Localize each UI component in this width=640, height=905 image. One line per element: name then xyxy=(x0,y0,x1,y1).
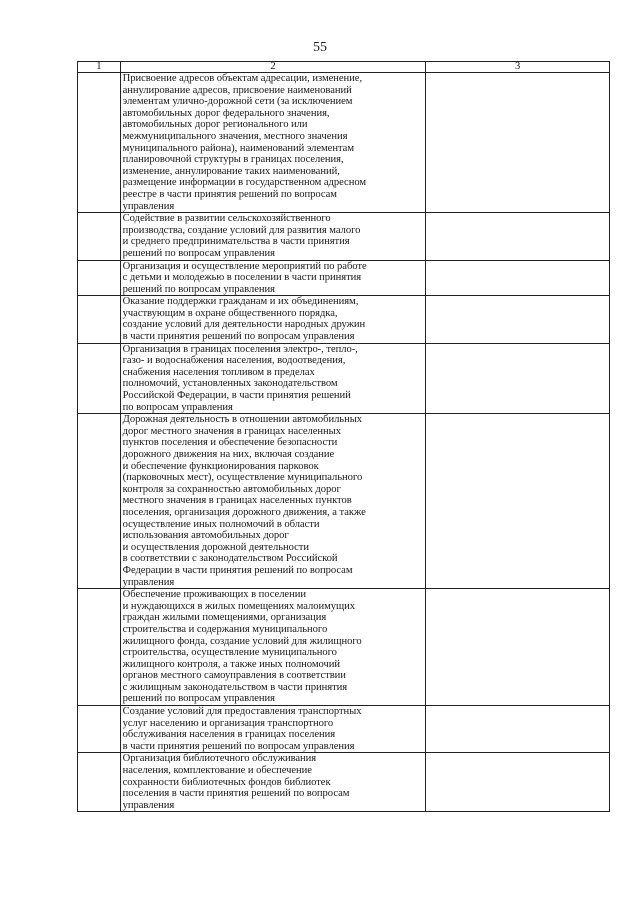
table-cell-notes xyxy=(426,414,610,589)
table-cell-number xyxy=(78,213,121,260)
table-row xyxy=(78,706,610,753)
column-header-1: 1 xyxy=(78,62,121,73)
table-cell-number xyxy=(78,753,121,812)
table-cell-authority-description: Организация в границах поселения электро-, тепло-, газо- и водоснабжения населения, водоотведения, снабжения населения топливом в пределах полномочий, установленных законодательством Российской Федерации, в части принятия решений по вопросам управления xyxy=(120,343,426,414)
table-cell-number xyxy=(78,260,121,296)
table-cell-notes xyxy=(426,706,610,753)
table-row xyxy=(78,260,610,296)
table-cell-notes xyxy=(426,296,610,343)
table-cell-notes xyxy=(426,213,610,260)
table-row xyxy=(78,753,610,812)
table-cell-notes xyxy=(426,343,610,414)
column-header-2: 2 xyxy=(120,62,426,73)
table-row xyxy=(78,73,610,213)
table-cell-notes xyxy=(426,73,610,213)
table-cell-authority-description: Присвоение адресов объектам адресации, изменение, аннулирование адресов, присвоение наименований элементам улично-дорожной сети (за исключением автомобильных дорог федерального значения, автомобильных дорог регионального или межмуниципального значения, местного значения муниципального района), наименований элементам планировочной структуры в границах поселения, изменение, аннулирование таких наименований, размещение информации в государственном адресном реестре в части принятия решений по вопросам управления xyxy=(120,73,426,213)
table-cell-number xyxy=(78,73,121,213)
table-cell-authority-description: Содействие в развитии сельскохозяйственного производства, создание условий для развития малого и среднего предпринимательства в части принятия решений по вопросам управления xyxy=(120,213,426,260)
table-cell-number xyxy=(78,343,121,414)
table-cell-number xyxy=(78,296,121,343)
table-row xyxy=(78,213,610,260)
table-cell-authority-description: Обеспечение проживающих в поселении и нуждающихся в жилых помещениях малоимущих граждан жилыми помещениями, организация строительства и содержания муниципального жилищного фонда, создание условий для жилищного строительства, осуществление муниципального жилищного контроля, а также иных полномочий органов местного самоуправления в соответствии с жилищным законодательством в части принятия решений по вопросам управления xyxy=(120,589,426,706)
table-header-row xyxy=(78,62,610,73)
table-cell-notes xyxy=(426,260,610,296)
table-row xyxy=(78,343,610,414)
table-row xyxy=(78,414,610,589)
table-cell-authority-description: Оказание поддержки гражданам и их объединениям, участвующим в охране общественного порядка, создание условий для деятельности народных дружин в части принятия решений по вопросам управления xyxy=(120,296,426,343)
table-cell-authority-description: Дорожная деятельность в отношении автомобильных дорог местного значения в границах населенных пунктов поселения и обеспечение безопасности дорожного движения на них, включая создание и обеспечение функционирования парковок (парковочных мест), осуществление муниципального контроля за сохранностью автомобильных дорог местного значения в границах населенных пунктов поселения, организация дорожного движения, а также осуществление иных полномочий в области использования автомобильных дорог и осуществления дорожной деятельности в соответствии с законодательством Российской Федерации в части принятия решений по вопросам управления xyxy=(120,414,426,589)
table-row xyxy=(78,296,610,343)
table-cell-number xyxy=(78,706,121,753)
column-header-3: 3 xyxy=(426,62,610,73)
table-cell-number xyxy=(78,589,121,706)
responsibility-table xyxy=(77,61,610,812)
table-cell-notes xyxy=(426,753,610,812)
table-cell-notes xyxy=(426,589,610,706)
table-row xyxy=(78,589,610,706)
table-cell-authority-description: Организация и осуществление мероприятий по работе с детьми и молодежью в поселении в части принятия решений по вопросам управления xyxy=(120,260,426,296)
table-cell-number xyxy=(78,414,121,589)
table-cell-authority-description: Создание условий для предоставления транспортных услуг населению и организация транспортного обслуживания населения в границах поселения в части принятия решений по вопросам управления xyxy=(120,706,426,753)
page-number: 55 xyxy=(313,40,327,55)
table-cell-authority-description: Организация библиотечного обслуживания населения, комплектование и обеспечение сохранности библиотечных фондов библиотек поселения в части принятия решений по вопросам управления xyxy=(120,753,426,812)
